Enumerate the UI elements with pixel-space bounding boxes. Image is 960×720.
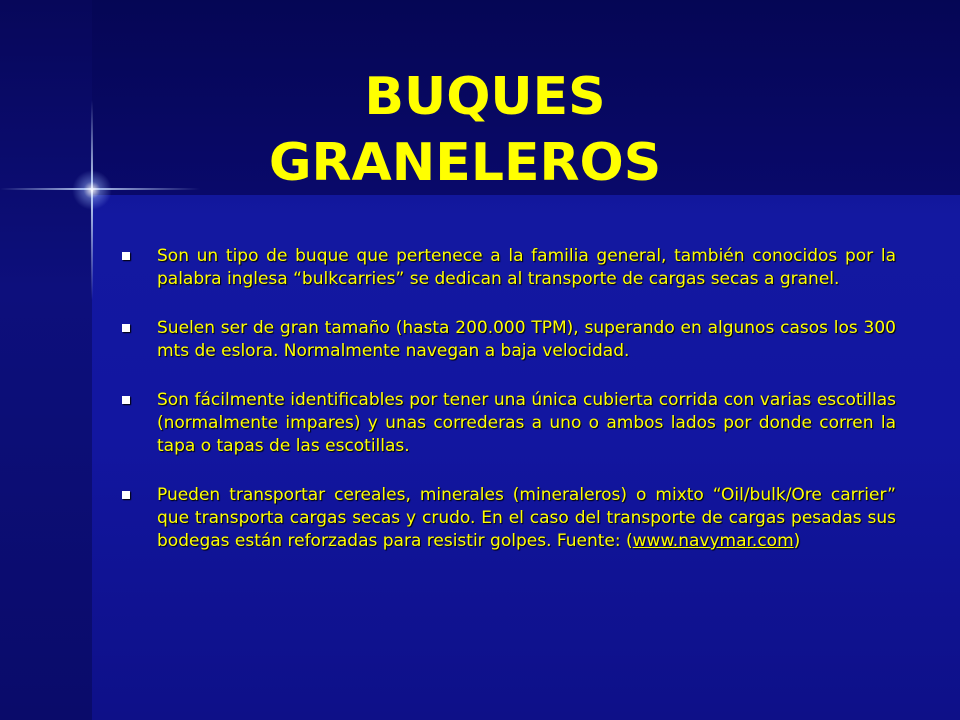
bullet-text: Suelen ser de gran tamaño (hasta 200.000 TPM), superando en algunos casos los 300 mts de eslora. Normalmente navegan a baja velocidad. [157, 318, 896, 361]
bullet-item [122, 389, 896, 458]
title-line-2: GRANELEROS [268, 133, 662, 193]
square-bullet-icon [122, 491, 130, 499]
title-line-1: BUQUES [364, 67, 606, 127]
bullet-text: Son fácilmente identificables por tener una única cubierta corrida con varias escotillas (normalmente impares) y unas correderas a uno o ambos lados por donde corren la tapa o tapas de las escotillas. [157, 390, 896, 456]
bullet-suffix: ) [793, 531, 801, 551]
bullet-text: Pueden transportar cereales, minerales (mineraleros) o mixto “Oil/bulk/Ore carrier” que transporta cargas secas y crudo. En el caso del transporte de cargas pesadas sus bodegas están reforzadas para resistir golpes. Fuente: ( [157, 485, 896, 551]
bullet-item [122, 245, 896, 291]
source-link[interactable]: www.navymar.com [632, 531, 794, 551]
square-bullet-icon [122, 396, 130, 404]
slide-title [0, 64, 960, 196]
bullet-item [122, 317, 896, 363]
square-bullet-icon [122, 252, 130, 260]
bullet-list [122, 245, 896, 579]
bullet-item [122, 484, 896, 553]
bullet-text: Son un tipo de buque que pertenece a la familia general, también conocidos por la palabra inglesa “bulkcarries” se dedican al transporte de cargas secas a granel. [157, 246, 896, 289]
square-bullet-icon [122, 324, 130, 332]
